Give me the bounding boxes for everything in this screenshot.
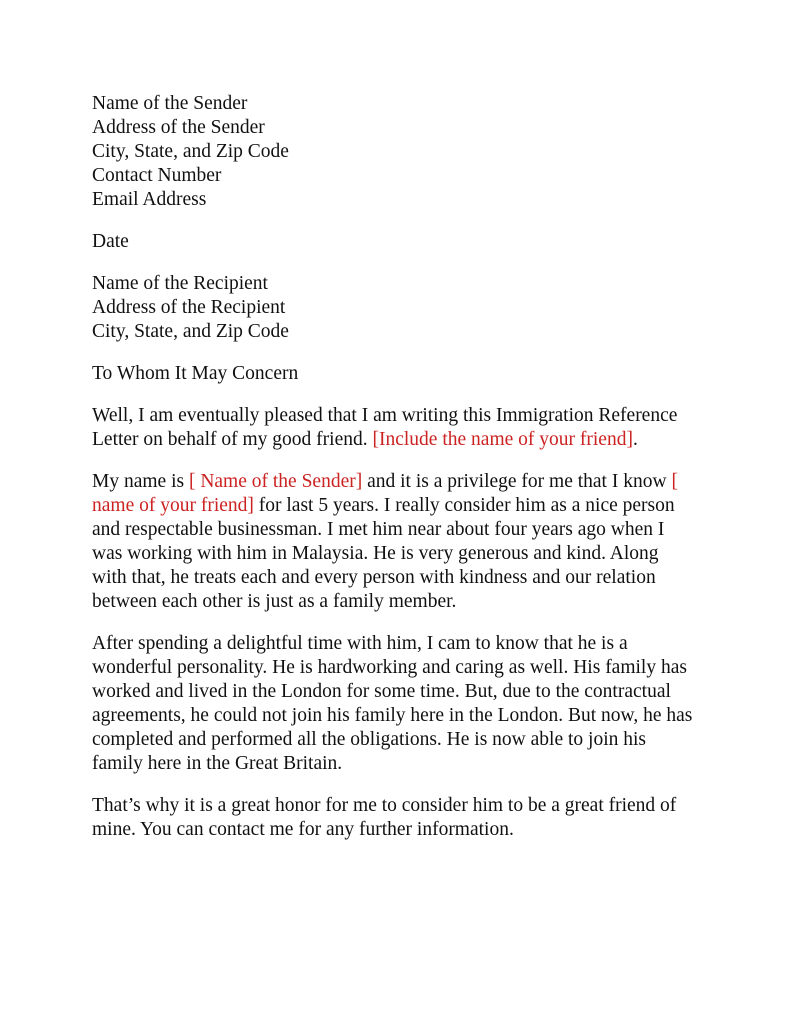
sender-contact-number: Contact Number	[92, 165, 222, 186]
sender-name: Name of the Sender	[92, 93, 248, 114]
spacer-after-salutation	[92, 386, 695, 404]
date-block	[92, 230, 695, 254]
spacer-after-recipient	[92, 344, 695, 362]
recipient-address: Address of the Recipient	[92, 297, 286, 318]
paragraph-2-text-part-2: and it is a privilege for me that I know	[362, 471, 672, 492]
date-line: Date	[92, 231, 129, 252]
spacer-after-sender	[92, 212, 695, 230]
paragraph-2-text-part-1: My name is	[92, 471, 189, 492]
recipient-address-block	[92, 272, 695, 344]
letter-body	[92, 92, 695, 842]
sender-email-address: Email Address	[92, 189, 207, 210]
spacer-after-paragraph-1	[92, 452, 695, 470]
sender-address-block	[92, 92, 695, 212]
recipient-name: Name of the Recipient	[92, 273, 268, 294]
paragraph-1-text-part-2: .	[632, 429, 638, 450]
paragraph-1-text-part-1: Well, I am eventually pleased that I am writing this Immigration Reference Letter on behalf of my good friend.	[92, 405, 678, 450]
sender-address: Address of the Sender	[92, 117, 265, 138]
body-paragraph-4: That’s why it is a great honor for me to consider him to be a great friend of mine. You can contact me for any further information.	[92, 795, 677, 840]
sender-city-state-zip: City, State, and Zip Code	[92, 141, 289, 162]
placeholder-friend-name-second: [ name of your friend]	[92, 471, 678, 516]
body-paragraph-3: After spending a delightful time with him, I cam to know that he is a wonderful personality. He is hardworking and caring as well. His family has worked and lived in the London for some time. But, due to the contractual agreements, he could not join his family here in the London. But now, he has completed and performed all the obligations. He is now able to join his family here in the Great Britain.	[92, 633, 693, 774]
paragraph-2-text-part-3: for last 5 years. I really consider him as a nice person and respectable businessman. I met him near about four years ago when I was working with him in Malaysia. He is very generous and kind. Along with that, he treats each and every person with kindness and our relation between each other is just as a family member.	[92, 495, 675, 612]
salutation-line: To Whom It May Concern	[92, 363, 299, 384]
body-paragraph-2	[92, 470, 695, 614]
body-paragraph-1	[92, 404, 695, 452]
spacer-after-paragraph-2	[92, 614, 695, 632]
spacer-after-date	[92, 254, 695, 272]
placeholder-friend-name: [Include the name of your friend]	[372, 429, 633, 450]
placeholder-sender-name: [ Name of the Sender]	[188, 471, 363, 492]
recipient-city-state-zip: City, State, and Zip Code	[92, 321, 289, 342]
spacer-after-paragraph-3	[92, 776, 695, 794]
